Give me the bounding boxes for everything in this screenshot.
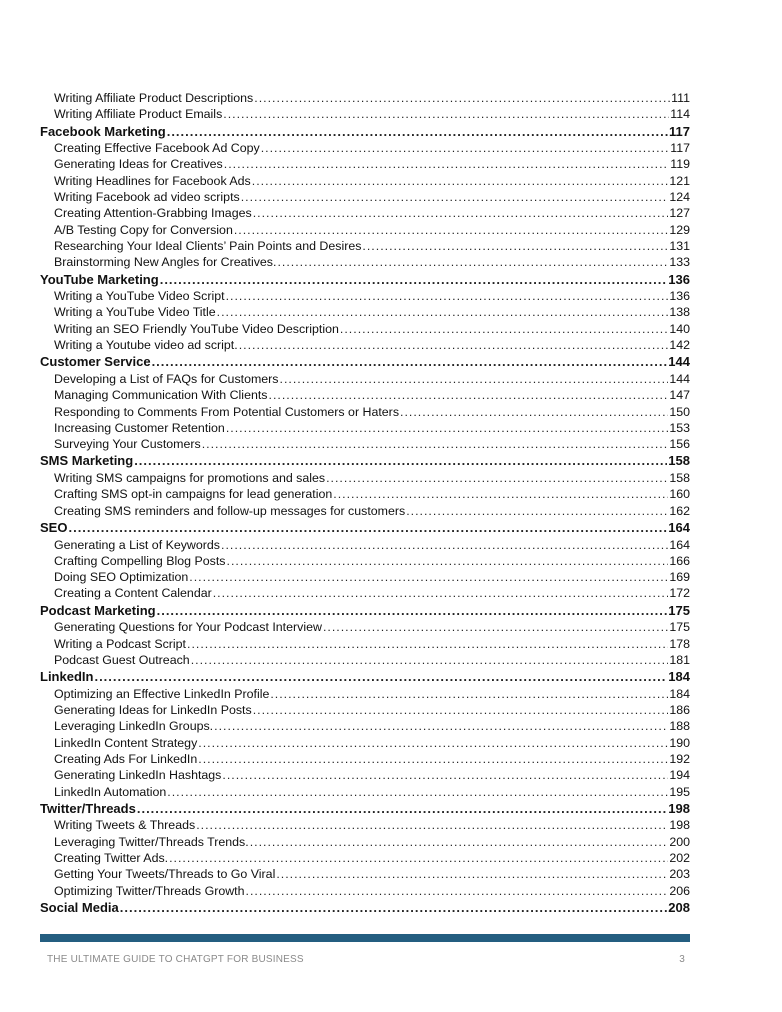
- toc-section-entry[interactable]: [40, 123, 690, 141]
- toc-dot-leader: [221, 537, 668, 553]
- toc-entry-page-number: 178: [669, 636, 690, 651]
- toc-dot-leader: [191, 652, 669, 668]
- toc-subsection-entry[interactable]: [40, 238, 690, 254]
- toc-dot-leader: [167, 784, 668, 800]
- toc-entry-page-number: 203: [669, 867, 690, 882]
- toc-entry-page-number: 181: [669, 652, 690, 667]
- toc-subsection-entry[interactable]: [40, 883, 690, 899]
- toc-entry-page-number: 153: [669, 420, 690, 435]
- toc-subsection-entry[interactable]: [40, 387, 690, 403]
- toc-entry-page-number: 202: [669, 851, 690, 866]
- toc-entry-title: Writing SMS campaigns for promotions and sales: [54, 471, 326, 486]
- toc-dot-leader: [252, 173, 669, 189]
- toc-subsection-entry[interactable]: [40, 537, 690, 553]
- toc-dot-leader: [226, 420, 669, 436]
- toc-section-entry[interactable]: [40, 602, 690, 620]
- toc-entry-page-number: 124: [669, 190, 690, 205]
- toc-entry-page-number: 117: [669, 123, 690, 139]
- toc-subsection-entry[interactable]: [40, 140, 690, 156]
- toc-entry-title: Podcast Marketing: [40, 602, 156, 618]
- toc-entry-page-number: 194: [669, 768, 690, 783]
- toc-subsection-entry[interactable]: [40, 321, 690, 337]
- toc-dot-leader: [253, 702, 669, 718]
- toc-entry-page-number: 142: [669, 338, 690, 353]
- toc-section-entry[interactable]: [40, 800, 690, 818]
- toc-subsection-entry[interactable]: [40, 784, 690, 800]
- toc-entry-page-number: 186: [669, 703, 690, 718]
- toc-subsection-entry[interactable]: [40, 436, 690, 452]
- toc-entry-title: Generating Ideas for Creatives: [54, 157, 223, 172]
- toc-subsection-entry[interactable]: [40, 585, 690, 601]
- toc-subsection-entry[interactable]: [40, 636, 690, 652]
- toc-subsection-entry[interactable]: [40, 304, 690, 320]
- toc-entry-title: Podcast Guest Outreach: [54, 652, 190, 667]
- toc-entry-page-number: 160: [669, 487, 690, 502]
- toc-entry-page-number: 184: [668, 669, 690, 685]
- toc-entry-title: Optimizing an Effective LinkedIn Profile: [54, 686, 270, 701]
- toc-subsection-entry[interactable]: [40, 553, 690, 569]
- toc-entry-title: Crafting Compelling Blog Posts: [54, 553, 226, 568]
- toc-section-entry[interactable]: [40, 452, 690, 470]
- toc-dot-leader: [213, 585, 669, 601]
- toc-entry-page-number: 198: [668, 800, 690, 816]
- toc-dot-leader: [227, 553, 669, 569]
- toc-dot-leader: [246, 883, 669, 899]
- toc-entry-page-number: 158: [668, 453, 690, 469]
- toc-entry-title: Crafting SMS opt-in campaigns for lead generation: [54, 487, 333, 502]
- toc-dot-leader: [94, 668, 667, 686]
- toc-subsection-entry[interactable]: [40, 189, 690, 205]
- toc-subsection-entry[interactable]: [40, 834, 690, 850]
- toc-subsection-entry[interactable]: [40, 850, 690, 866]
- toc-entry-title: Leveraging LinkedIn Groups.: [54, 719, 214, 734]
- toc-subsection-entry[interactable]: [40, 686, 690, 702]
- toc-dot-leader: [189, 569, 668, 585]
- toc-entry-title: LinkedIn: [40, 669, 94, 685]
- toc-entry-title: Writing Affiliate Product Emails: [54, 107, 223, 122]
- toc-entry-title: Increasing Customer Retention: [54, 420, 225, 435]
- toc-dot-leader: [239, 337, 669, 353]
- toc-entry-title: Facebook Marketing: [40, 123, 166, 139]
- toc-dot-leader: [234, 222, 668, 238]
- table-of-contents: [40, 90, 690, 917]
- toc-entry-page-number: 136: [669, 289, 690, 304]
- toc-entry-page-number: 133: [669, 255, 690, 270]
- toc-dot-leader: [160, 271, 668, 289]
- toc-entry-title: Writing a YouTube Video Script: [54, 289, 225, 304]
- toc-entry-title: Writing a YouTube Video Title: [54, 305, 216, 320]
- page-footer: [47, 954, 685, 965]
- footer-rule: [40, 934, 690, 942]
- toc-dot-leader: [333, 486, 668, 502]
- toc-dot-leader: [217, 304, 669, 320]
- toc-entry-page-number: 144: [668, 354, 690, 370]
- toc-entry-title: Writing Affiliate Product Descriptions: [54, 91, 254, 105]
- toc-entry-title: Leveraging Twitter/Threads Trends.: [54, 834, 249, 849]
- toc-entry-page-number: 192: [669, 751, 690, 766]
- toc-dot-leader: [340, 321, 668, 337]
- toc-dot-leader: [241, 189, 669, 205]
- toc-entry-title: Writing an SEO Friendly YouTube Video Description: [54, 321, 339, 336]
- toc-entry-title: Social Media: [40, 899, 119, 915]
- toc-entry-page-number: 129: [669, 222, 690, 237]
- toc-subsection-entry[interactable]: [40, 90, 690, 106]
- toc-dot-leader: [400, 404, 668, 420]
- toc-dot-leader: [280, 371, 669, 387]
- toc-entry-page-number: 144: [669, 371, 690, 386]
- toc-entry-page-number: 188: [669, 719, 690, 734]
- toc-entry-page-number: 175: [668, 602, 690, 618]
- toc-entry-title: Generating LinkedIn Hashtags: [54, 768, 222, 783]
- toc-entry-title: Brainstorming New Angles for Creatives.: [54, 255, 277, 270]
- toc-entry-page-number: 169: [669, 570, 690, 585]
- toc-entry-title: SMS Marketing: [40, 453, 134, 469]
- toc-entry-title: Writing a Podcast Script: [54, 636, 186, 651]
- toc-entry-page-number: 117: [670, 141, 690, 156]
- toc-entry-title: Optimizing Twitter/Threads Growth: [54, 883, 245, 898]
- toc-entry-page-number: 138: [669, 305, 690, 320]
- toc-subsection-entry[interactable]: [40, 767, 690, 783]
- toc-entry-title: A/B Testing Copy for Conversion: [54, 222, 233, 237]
- toc-entry-title: Surveying Your Customers: [54, 437, 201, 452]
- toc-entry-page-number: 127: [669, 206, 690, 221]
- toc-dot-leader: [276, 866, 668, 882]
- toc-entry-page-number: 206: [669, 883, 690, 898]
- toc-section-entry[interactable]: [40, 353, 690, 371]
- toc-dot-leader: [254, 90, 670, 106]
- toc-entry-page-number: 119: [670, 157, 690, 172]
- toc-dot-leader: [198, 735, 668, 751]
- toc-dot-leader: [68, 519, 667, 537]
- toc-entry-title: Creating Effective Facebook Ad Copy: [54, 141, 260, 156]
- toc-dot-leader: [362, 238, 668, 254]
- toc-entry-page-number: 184: [669, 686, 690, 701]
- toc-entry-title: Developing a List of FAQs for Customers: [54, 371, 279, 386]
- toc-entry-page-number: 111: [671, 91, 690, 105]
- toc-entry-title: Writing Headlines for Facebook Ads: [54, 173, 251, 188]
- toc-subsection-entry[interactable]: [40, 156, 690, 172]
- toc-entry-title: Writing a Youtube video ad script.: [54, 338, 238, 353]
- toc-dot-leader: [223, 106, 669, 122]
- toc-dot-leader: [134, 452, 667, 470]
- toc-subsection-entry[interactable]: [40, 106, 690, 122]
- toc-subsection-entry[interactable]: [40, 751, 690, 767]
- toc-entry-title: LinkedIn Automation: [54, 784, 167, 799]
- toc-dot-leader: [323, 619, 668, 635]
- toc-entry-page-number: 172: [669, 586, 690, 601]
- toc-subsection-entry[interactable]: [40, 735, 690, 751]
- toc-entry-title: YouTube Marketing: [40, 271, 159, 287]
- toc-entry-page-number: 200: [669, 834, 690, 849]
- toc-entry-title: Getting Your Tweets/Threads to Go Viral: [54, 867, 276, 882]
- toc-entry-title: Writing Facebook ad video scripts: [54, 190, 240, 205]
- toc-entry-title: SEO: [40, 519, 68, 535]
- toc-dot-leader: [198, 751, 668, 767]
- toc-subsection-entry[interactable]: [40, 503, 690, 519]
- toc-entry-page-number: 158: [669, 471, 690, 486]
- toc-entry-title: Customer Service: [40, 354, 151, 370]
- footer-page-number: 3: [679, 954, 685, 965]
- toc-entry-title: Generating a List of Keywords: [54, 537, 220, 552]
- toc-dot-leader: [157, 602, 668, 620]
- toc-entry-page-number: 198: [669, 818, 690, 833]
- toc-subsection-entry[interactable]: [40, 205, 690, 221]
- toc-subsection-entry[interactable]: [40, 569, 690, 585]
- toc-dot-leader: [196, 817, 668, 833]
- toc-entry-page-number: 190: [669, 735, 690, 750]
- toc-entry-title: Writing Tweets & Threads: [54, 818, 196, 833]
- toc-entry-page-number: 121: [669, 173, 690, 188]
- toc-subsection-entry[interactable]: [40, 288, 690, 304]
- footer-book-title: THE ULTIMATE GUIDE TO CHATGPT FOR BUSINESS: [47, 954, 304, 965]
- toc-entry-page-number: 195: [669, 784, 690, 799]
- toc-subsection-entry[interactable]: [40, 337, 690, 353]
- toc-entry-title: Managing Communication With Clients: [54, 388, 268, 403]
- toc-entry-title: Responding to Comments From Potential Customers or Haters: [54, 404, 400, 419]
- toc-entry-title: Generating Ideas for LinkedIn Posts: [54, 703, 252, 718]
- toc-entry-page-number: 114: [670, 107, 690, 122]
- toc-entry-page-number: 166: [669, 553, 690, 568]
- toc-entry-page-number: 208: [668, 899, 690, 915]
- toc-dot-leader: [214, 718, 668, 734]
- toc-section-entry[interactable]: [40, 271, 690, 289]
- toc-subsection-entry[interactable]: [40, 222, 690, 238]
- toc-dot-leader: [253, 205, 669, 221]
- toc-entry-page-number: 164: [669, 537, 690, 552]
- toc-entry-title: Creating Ads For LinkedIn: [54, 751, 198, 766]
- toc-dot-leader: [152, 353, 668, 371]
- toc-entry-title: Generating Questions for Your Podcast Interview: [54, 620, 322, 635]
- toc-subsection-entry[interactable]: [40, 486, 690, 502]
- toc-entry-page-number: 140: [669, 321, 690, 336]
- toc-subsection-entry[interactable]: [40, 371, 690, 387]
- toc-subsection-entry[interactable]: [40, 404, 690, 420]
- toc-dot-leader: [261, 140, 670, 156]
- toc-dot-leader: [222, 767, 668, 783]
- toc-subsection-entry[interactable]: [40, 470, 690, 486]
- toc-entry-title: Twitter/Threads: [40, 800, 136, 816]
- toc-subsection-entry[interactable]: [40, 173, 690, 189]
- toc-entry-page-number: 147: [669, 388, 690, 403]
- toc-dot-leader: [277, 254, 668, 270]
- toc-dot-leader: [224, 156, 669, 172]
- toc-dot-leader: [167, 123, 668, 141]
- toc-entry-page-number: 175: [669, 620, 690, 635]
- toc-entry-page-number: 150: [669, 404, 690, 419]
- toc-dot-leader: [169, 850, 668, 866]
- toc-dot-leader: [270, 686, 668, 702]
- toc-dot-leader: [202, 436, 669, 452]
- toc-subsection-entry[interactable]: [40, 652, 690, 668]
- toc-dot-leader: [406, 503, 668, 519]
- toc-subsection-entry[interactable]: [40, 619, 690, 635]
- toc-entry-page-number: 164: [668, 519, 690, 535]
- toc-entry-title: Creating a Content Calendar: [54, 586, 212, 601]
- toc-dot-leader: [269, 387, 669, 403]
- toc-section-entry[interactable]: [40, 668, 690, 686]
- toc-section-entry[interactable]: [40, 519, 690, 537]
- toc-subsection-entry[interactable]: [40, 817, 690, 833]
- toc-subsection-entry[interactable]: [40, 420, 690, 436]
- toc-dot-leader: [120, 899, 668, 917]
- toc-subsection-entry[interactable]: [40, 702, 690, 718]
- toc-entry-page-number: 156: [669, 437, 690, 452]
- toc-entry-title: Researching Your Ideal Clients’ Pain Points and Desires: [54, 238, 362, 253]
- toc-dot-leader: [226, 288, 669, 304]
- toc-subsection-entry[interactable]: [40, 866, 690, 882]
- toc-subsection-entry[interactable]: [40, 718, 690, 734]
- toc-subsection-entry[interactable]: [40, 254, 690, 270]
- toc-entry-title: Creating Twitter Ads.: [54, 851, 169, 866]
- toc-dot-leader: [326, 470, 668, 486]
- toc-dot-leader: [187, 636, 668, 652]
- toc-entry-title: Creating Attention-Grabbing Images: [54, 206, 252, 221]
- toc-entry-title: Doing SEO Optimization: [54, 570, 189, 585]
- toc-entry-page-number: 136: [668, 271, 690, 287]
- toc-section-entry[interactable]: [40, 899, 690, 917]
- toc-dot-leader: [250, 834, 669, 850]
- toc-entry-title: LinkedIn Content Strategy: [54, 735, 198, 750]
- toc-entry-page-number: 162: [669, 503, 690, 518]
- toc-entry-page-number: 131: [669, 238, 690, 253]
- toc-entry-title: Creating SMS reminders and follow-up messages for customers: [54, 503, 406, 518]
- toc-dot-leader: [137, 800, 667, 818]
